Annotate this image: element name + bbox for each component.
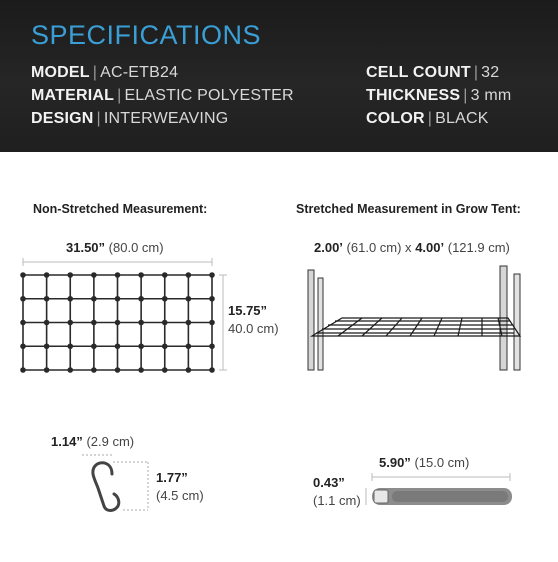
net-knot <box>163 368 167 372</box>
stretched-label: Stretched Measurement in Grow Tent: <box>296 202 521 216</box>
net-knot <box>116 273 120 277</box>
strap-width-dimension: 0.43” (1.1 cm) <box>313 475 361 508</box>
net-knot <box>92 273 96 277</box>
net-knot <box>210 321 214 325</box>
net-knot <box>139 273 143 277</box>
spec-design: DESIGN | INTERWEAVING <box>31 110 229 127</box>
net-knot <box>116 321 120 325</box>
net-knot <box>21 344 25 348</box>
net-knot <box>163 344 167 348</box>
net-knot <box>68 297 72 301</box>
net-knot <box>116 297 120 301</box>
spec-cell-count: CELL COUNT | 32 <box>366 64 500 81</box>
hook-height-dimension: 1.77” (4.5 cm) <box>156 470 204 503</box>
spec-model: MODEL | AC-ETB24 <box>31 64 179 81</box>
spec-color: COLOR | BLACK <box>366 110 489 127</box>
net-knot <box>210 273 214 277</box>
net-knot <box>45 297 49 301</box>
s-hook-icon <box>93 463 119 511</box>
strap-length-dimension: 5.90” (15.0 cm) <box>379 455 470 470</box>
net-knot <box>92 344 96 348</box>
net-knot <box>186 297 190 301</box>
net-knot <box>210 344 214 348</box>
velcro-strap-icon <box>372 488 512 505</box>
net-knot <box>68 368 72 372</box>
net-knot <box>186 368 190 372</box>
net-knot <box>21 368 25 372</box>
net-knot <box>139 368 143 372</box>
net-knot <box>186 273 190 277</box>
tent-dimension: 2.00’ (61.0 cm) x 4.00’ (121.9 cm) <box>314 240 510 255</box>
net-knot <box>163 321 167 325</box>
spec-thickness: THICKNESS | 3 mm <box>366 87 512 104</box>
net-knot <box>116 344 120 348</box>
net-knot <box>68 344 72 348</box>
net-knot <box>21 321 25 325</box>
net-height-dimension: 15.75” 40.0 cm) <box>228 303 279 336</box>
net-knot <box>139 344 143 348</box>
net-width-dimension-line <box>23 258 212 266</box>
net-width-dimension: 31.50” (80.0 cm) <box>66 240 164 255</box>
net-knot <box>210 368 214 372</box>
net-knot <box>45 321 49 325</box>
net-knot <box>186 321 190 325</box>
net-knot <box>92 368 96 372</box>
spec-material: MATERIAL | ELASTIC POLYESTER <box>31 87 294 104</box>
net-knot <box>186 344 190 348</box>
net-knot <box>163 297 167 301</box>
net-knot <box>45 344 49 348</box>
net-knot <box>68 273 72 277</box>
net-knot <box>92 297 96 301</box>
net-knot <box>139 297 143 301</box>
net-knot <box>21 297 25 301</box>
net-knot <box>21 273 25 277</box>
hook-width-dimension: 1.14” (2.9 cm) <box>51 434 135 449</box>
net-knot <box>210 297 214 301</box>
net-knot <box>68 321 72 325</box>
net-knot <box>139 321 143 325</box>
page-title: SPECIFICATIONS <box>31 20 262 50</box>
net-height-dimension-line <box>219 275 227 370</box>
net-knot <box>92 321 96 325</box>
net-knot <box>163 273 167 277</box>
net-knot <box>116 368 120 372</box>
net-knot <box>45 273 49 277</box>
trellis-net-icon <box>21 273 214 372</box>
hook-dimension-lines <box>82 455 148 510</box>
net-knot <box>45 368 49 372</box>
non-stretched-label: Non-Stretched Measurement: <box>33 202 208 216</box>
grow-tent-net-icon <box>308 266 520 370</box>
